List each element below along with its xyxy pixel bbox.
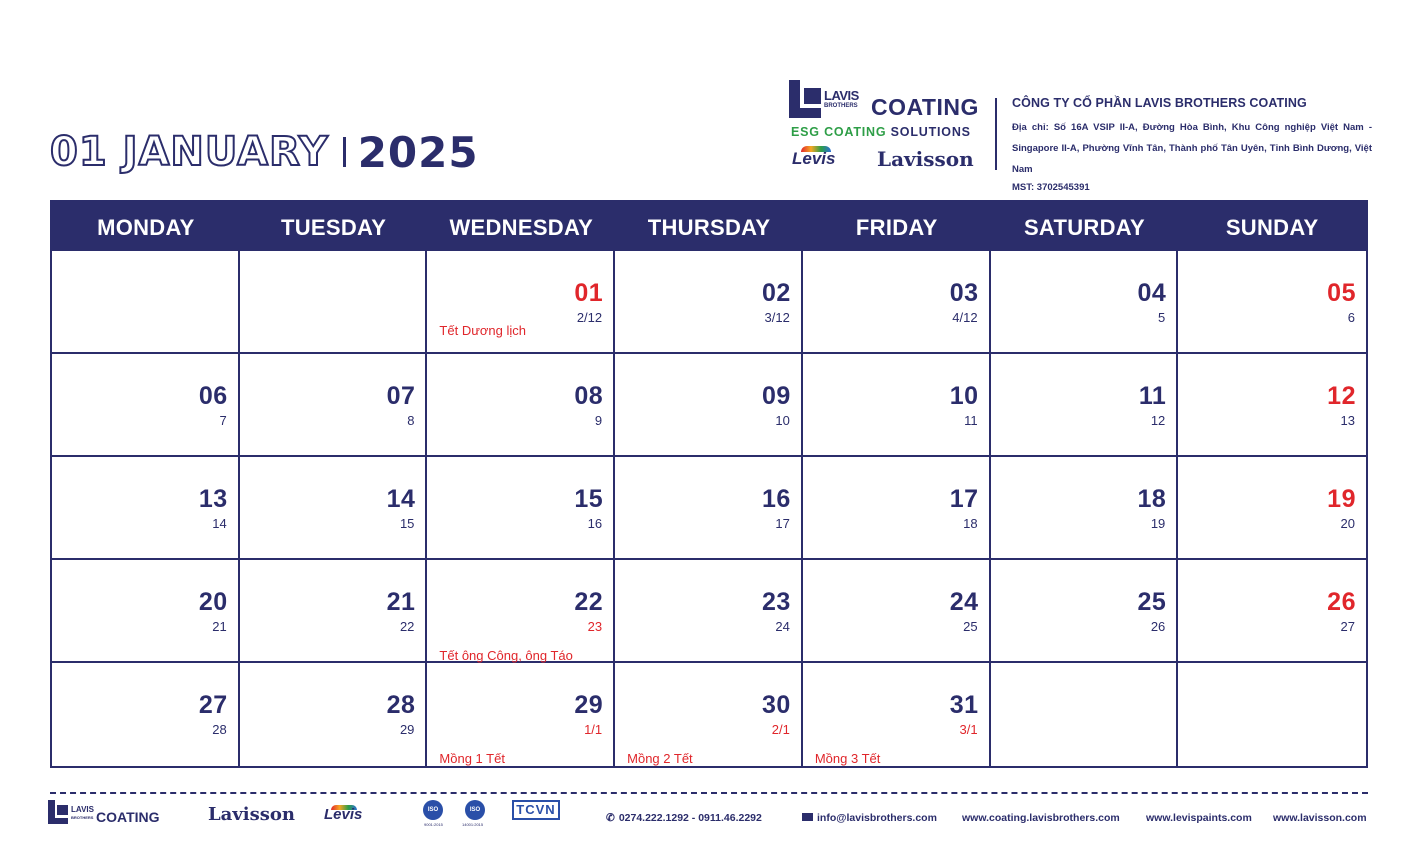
lunar-date: 16: [587, 516, 603, 531]
day-cell: [615, 560, 803, 663]
day-number: 29: [574, 691, 604, 719]
day-cell: [991, 663, 1179, 766]
day-cell: [240, 560, 428, 663]
lunar-date: 23: [587, 619, 603, 634]
lunar-date: 20: [1340, 516, 1355, 531]
tagline-esg: ESG COATING: [791, 125, 887, 139]
lunar-date: 22: [399, 619, 415, 634]
weekday-saturday: SATURDAY: [1023, 215, 1145, 240]
lunar-date: 3/12: [764, 310, 790, 325]
day-number: 01: [574, 279, 604, 307]
lunar-date: 15: [399, 516, 415, 531]
iso-9001-icon: ISO: [423, 800, 443, 820]
day-cell: [991, 354, 1179, 457]
day-number: 10: [949, 382, 979, 410]
brand-coating: COATING: [871, 94, 979, 120]
lunar-date: 14: [212, 516, 227, 531]
day-number: 12: [1327, 382, 1356, 410]
tcvn-badge-icon: TCVN: [512, 800, 560, 820]
calendar-grid: [50, 200, 1368, 768]
day-cell: [1178, 457, 1366, 560]
day-number: 30: [762, 691, 791, 719]
lunar-date: 4/12: [952, 310, 978, 325]
lunar-date: 25: [963, 619, 978, 634]
day-cell: [240, 663, 428, 766]
brand-logo-block: [789, 78, 989, 178]
day-cell: [803, 457, 991, 560]
day-number: 24: [949, 588, 979, 616]
footer-brand-coating: COATING: [96, 809, 160, 825]
title-separator: [343, 137, 346, 167]
footer-levis-logo: Levis: [324, 806, 363, 823]
day-cell: [52, 560, 240, 663]
day-number: 19: [1327, 485, 1356, 513]
day-number: 23: [762, 588, 791, 616]
footer-website-lavisson[interactable]: www.lavisson.com: [1273, 812, 1367, 824]
lavisson-logo: Lavisson: [877, 147, 974, 171]
day-number: 06: [198, 382, 228, 410]
day-cell: [240, 457, 428, 560]
weekday-thursday: THURSDAY: [647, 215, 771, 240]
day-number: 21: [386, 588, 416, 616]
month-title: 01 JANUARY: [50, 129, 329, 175]
brand-tagline: [791, 125, 971, 139]
lunar-date: 10: [775, 413, 790, 428]
day-cell: [427, 663, 615, 766]
brand-brothers: BROTHERS: [824, 103, 858, 109]
lunar-date: 24: [775, 619, 790, 634]
day-cell: [615, 457, 803, 560]
day-number: 27: [198, 691, 228, 719]
tagline-solutions: SOLUTIONS: [890, 125, 971, 139]
lunar-date: 7: [219, 413, 227, 428]
weekday-wednesday: WEDNESDAY: [449, 215, 594, 240]
day-number: 18: [1137, 485, 1167, 513]
day-number: 07: [386, 382, 416, 410]
year-title: 2025: [357, 127, 479, 177]
company-name: CÔNG TY CỔ PHẦN LAVIS BROTHERS COATING: [1012, 96, 1307, 110]
holiday-label: Mồng 2 Tết: [627, 751, 693, 766]
day-cell: [803, 560, 991, 663]
footer-brand-lavis: LAVIS BROTHERS: [71, 805, 94, 820]
day-cell: [1178, 663, 1366, 766]
day-cell: [991, 251, 1179, 354]
day-number: 22: [574, 588, 604, 616]
lunar-date: 1/1: [584, 722, 603, 737]
levis-logo: Levis: [792, 149, 836, 168]
lunar-date: 9: [594, 413, 603, 428]
day-cell: [803, 354, 991, 457]
company-address: Địa chỉ: Số 16A VSIP II-A, Đường Hòa Bình, Khu Công nghiệp Việt Nam - Singapore II-A, Phường Vĩnh Tân, Thành phố Tân Uyên, Tỉnh Bình Dương, Việt Nam: [1012, 122, 1372, 175]
day-cell: [1178, 251, 1366, 354]
brand-lavis: LAVIS: [824, 88, 859, 103]
day-cell: [52, 251, 240, 354]
day-cell: [803, 251, 991, 354]
lunar-date: 29: [399, 722, 415, 737]
footer: [48, 798, 1373, 834]
day-cell: [52, 457, 240, 560]
day-cells: [52, 251, 1366, 766]
holiday-label: Tết ông Công, ông Táo: [439, 648, 573, 663]
weekday-friday: FRIDAY: [855, 215, 938, 240]
lunar-date: 5: [1158, 310, 1166, 325]
iso-14001-icon: ISO: [465, 800, 485, 820]
lunar-date: 11: [964, 413, 978, 428]
day-cell: [427, 251, 615, 354]
day-number: 05: [1327, 279, 1356, 307]
day-cell: [52, 354, 240, 457]
lunar-date: 19: [1150, 516, 1166, 531]
day-number: 11: [1138, 382, 1167, 410]
footer-website-levis[interactable]: www.levispaints.com: [1146, 812, 1252, 824]
brand-divider: [995, 98, 997, 170]
day-number: 16: [762, 485, 791, 513]
footer-dashed-divider: [50, 792, 1368, 794]
lunar-date: 8: [407, 413, 415, 428]
holiday-label: Mồng 3 Tết: [814, 751, 881, 766]
phone-icon: ✆: [606, 812, 615, 824]
lunar-date: 13: [1340, 413, 1355, 428]
lunar-date: 3/1: [959, 722, 978, 737]
lunar-date: 18: [963, 516, 978, 531]
day-cell: [1178, 354, 1366, 457]
lunar-date: 12: [1150, 413, 1166, 428]
weekday-monday: MONDAY: [97, 215, 195, 240]
calendar-title: [50, 128, 479, 176]
day-cell: [427, 457, 615, 560]
day-number: 20: [198, 588, 228, 616]
lunar-date: 28: [212, 722, 227, 737]
day-number: 03: [949, 279, 979, 307]
iso-9001-caption: 9001:2015: [424, 822, 443, 827]
lavis-l-logo-icon: [789, 80, 821, 118]
day-number: 25: [1137, 588, 1167, 616]
lunar-date: 17: [775, 516, 790, 531]
weekday-header: [52, 202, 1366, 251]
lunar-date: 6: [1347, 310, 1355, 325]
day-number: 13: [198, 485, 228, 513]
lunar-date: 21: [212, 619, 227, 634]
footer-lavisson-logo: Lavisson: [208, 804, 295, 825]
iso-14001-caption: 14001:2015: [462, 822, 484, 827]
day-cell: [52, 663, 240, 766]
day-number: 26: [1327, 588, 1356, 616]
day-number: 15: [574, 485, 604, 513]
weekday-tuesday: TUESDAY: [280, 215, 387, 240]
lunar-date: 27: [1340, 619, 1355, 634]
footer-phone: ✆ 0274.222.1292 - 0911.46.2292: [606, 812, 762, 824]
day-number: 09: [762, 382, 791, 410]
lunar-date: 2/12: [576, 310, 603, 325]
holiday-label: Mồng 1 Tết: [439, 751, 505, 766]
footer-lavis-l-logo-icon: [48, 800, 68, 824]
weekday-sunday: SUNDAY: [1225, 215, 1319, 240]
day-cell: [615, 354, 803, 457]
lunar-date: 26: [1150, 619, 1166, 634]
day-cell: [427, 560, 615, 663]
day-cell: [803, 663, 991, 766]
lunar-date: 2/1: [771, 722, 790, 737]
holiday-label: Tết Dương lịch: [439, 323, 527, 338]
company-info: [1012, 96, 1372, 196]
day-number: 08: [574, 382, 604, 410]
company-tax-code: MST: 3702545391: [1012, 182, 1090, 193]
day-cell: [240, 354, 428, 457]
day-cell: [991, 457, 1179, 560]
day-cell: [991, 560, 1179, 663]
day-cell: [427, 354, 615, 457]
day-number: 31: [949, 691, 979, 719]
day-number: 28: [386, 691, 416, 719]
day-cell: [1178, 560, 1366, 663]
day-number: 14: [386, 485, 416, 513]
day-number: 17: [949, 485, 979, 513]
footer-website-coating[interactable]: www.coating.lavisbrothers.com: [962, 812, 1120, 824]
day-cell: [615, 251, 803, 354]
day-number: 04: [1137, 279, 1167, 307]
day-cell: [240, 251, 428, 354]
day-number: 02: [762, 279, 791, 307]
footer-email[interactable]: info@lavisbrothers.com: [802, 812, 937, 824]
day-cell: [615, 663, 803, 766]
mail-icon: [802, 813, 813, 821]
